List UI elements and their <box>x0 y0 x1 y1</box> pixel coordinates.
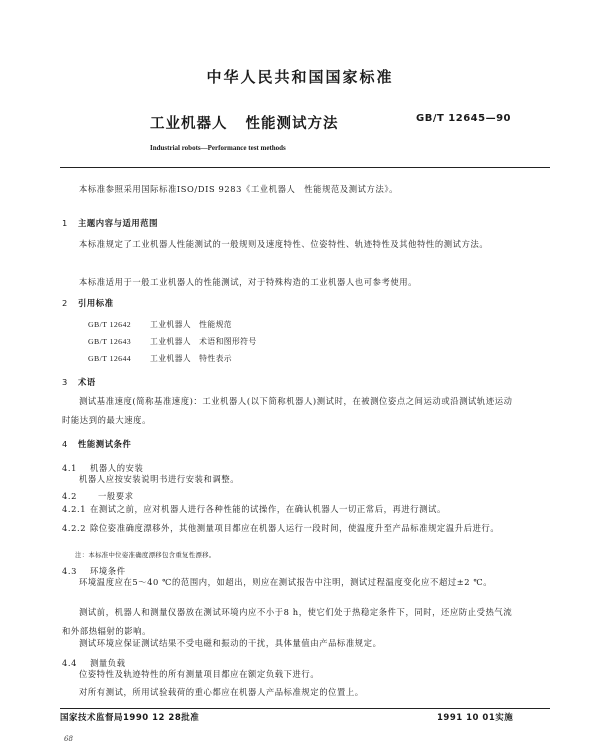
title-part-1: 工业机器人 <box>150 116 228 132</box>
page-number: 68 <box>64 735 73 743</box>
section-1-paragraph-2: 本标准适用于一般工业机器人的性能测试，对于特殊构造的工业机器人也可参考使用。 <box>79 277 418 287</box>
subsection-4-4-paragraph-2: 对所有测试，所用试验载荷的重心都应在机器人产品标准规定的位置上。 <box>79 687 364 697</box>
reference-code: GB/T 12642 <box>88 320 132 329</box>
reference-title: 工业机器人 性能规范 <box>150 320 232 329</box>
reference-title: 工业机器人 术语和图形符号 <box>150 337 257 346</box>
title-part-2: 性能测试方法 <box>245 116 339 132</box>
standard-number: GB/T 12645—90 <box>416 113 511 124</box>
reference-item <box>88 319 232 330</box>
intro-paragraph: 本标准参照采用国际标准ISO/DIS 9283《工业机器人 性能规范及测试方法》。 <box>79 184 398 194</box>
header-divider <box>60 167 550 168</box>
subsection-title: 测量负载 <box>90 658 126 668</box>
section-1-title: 主题内容与适用范围 <box>78 218 159 228</box>
implementation-date: 1991 10 01实施 <box>437 713 514 723</box>
reference-code: GB/T 12643 <box>88 337 132 346</box>
subsection-number: 4.3 <box>62 566 77 576</box>
footer-divider <box>60 708 550 709</box>
clause-text: 在测试之前，应对机器人进行各种性能的试操作，在确认机器人一切正常后，再进行测试。 <box>90 504 446 514</box>
reference-title: 工业机器人 特性表示 <box>150 354 232 363</box>
section-1-number: 1 <box>62 218 68 228</box>
document-title <box>150 112 339 133</box>
section-3-title: 术语 <box>78 377 96 387</box>
clause-text: 除位姿准确度漂移外，其他测量项目都应在机器人运行一段时间，使温度升至产品标准规定温升后进行。 <box>90 523 500 533</box>
reference-code: GB/T 12644 <box>88 354 132 363</box>
section-2-heading <box>62 297 114 309</box>
approval-date: 国家技术监督局1990 12 28批准 <box>60 713 200 723</box>
section-2-title: 引用标准 <box>78 298 114 308</box>
section-4-title: 性能测试条件 <box>78 439 132 449</box>
note: 注：本标准中位姿准确度漂移包含重复性漂移。 <box>75 551 216 559</box>
subsection-title: 环境条件 <box>90 566 126 576</box>
national-standard-label: 中华人民共和国国家标准 <box>206 68 394 86</box>
english-title: Industrial robots—Performance test methods <box>150 144 286 152</box>
subsection-number: 4.2 <box>62 491 77 501</box>
section-3-paragraph: 测试基准速度(简称基准速度)：工业机器人(以下简称机器人)测试时，在被测位姿点之间运动或沿测试轨迹运动时能达到的最大速度。 <box>62 396 513 425</box>
clause-number: 4.2.2 <box>62 523 87 533</box>
subsection-4-2-1 <box>62 500 520 519</box>
section-1-paragraph-1: 本标准规定了工业机器人性能测试的一般规则及速度特性、位姿特性、轨迹特性及其他特性的测试方法。 <box>79 239 489 249</box>
clause-number: 4.2.1 <box>62 504 87 514</box>
section-3-heading <box>62 376 96 388</box>
subsection-4-3-paragraph-1: 环境温度应在5～40 ℃的范围内，如超出，则应在测试报告中注明，测试过程温度变化应不超过±2 ℃。 <box>79 577 493 587</box>
section-3-number: 3 <box>62 377 68 387</box>
subsection-number: 4.1 <box>62 463 77 473</box>
section-4-heading <box>62 438 131 450</box>
reference-item <box>88 336 257 347</box>
subsection-title: 机器人的安装 <box>90 463 144 473</box>
subsection-4-1-text: 机器人应按安装说明书进行安装和调整。 <box>79 474 240 484</box>
subsection-4-3-paragraph-2: 测试前，机器人和测量仪器放在测试环境内应不小于8 h，使它们处于热稳定条件下，同时，还应防止受热气流和外部热辐射的影响。 <box>62 607 513 636</box>
subsection-number: 4.4 <box>62 658 77 668</box>
section-2-number: 2 <box>62 298 68 308</box>
subsection-4-2-2 <box>62 519 520 538</box>
subsection-4-3-paragraph-3: 测试环境应保证测试结果不受电磁和振动的干扰，具体量值由产品标准规定。 <box>79 638 382 648</box>
subsection-title: 一般要求 <box>98 491 134 501</box>
reference-item <box>88 353 232 364</box>
subsection-4-4-paragraph-1: 位姿特性及轨迹特性的所有测量项目都应在额定负载下进行。 <box>79 669 320 679</box>
section-1-heading <box>62 217 158 229</box>
section-4-number: 4 <box>62 439 68 449</box>
